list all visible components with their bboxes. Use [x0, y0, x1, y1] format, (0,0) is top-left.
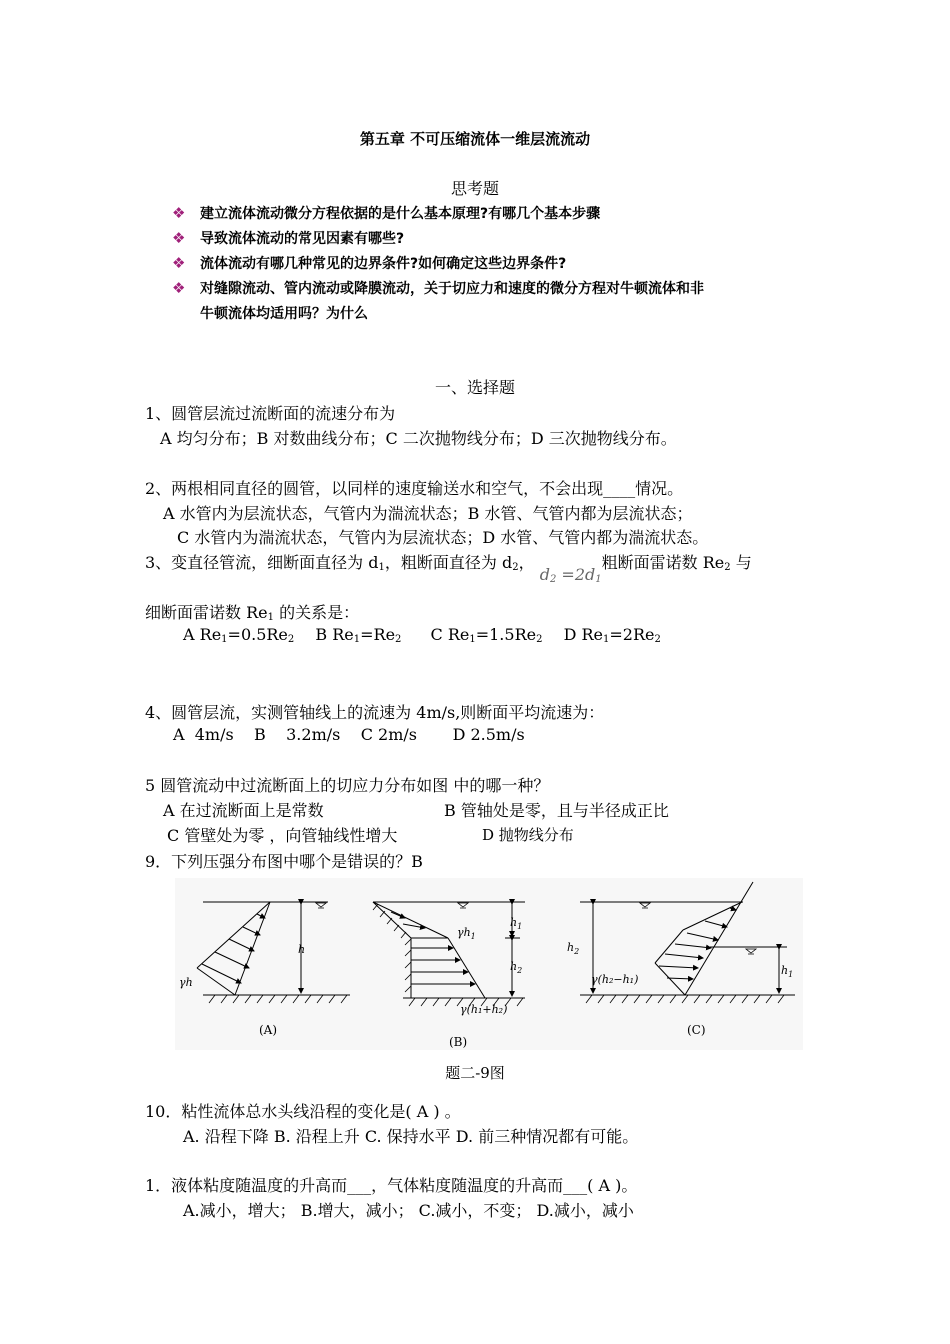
q5-option-b: B 管轴处是零，且与半径成正比 [444, 801, 669, 820]
label-b-gh1: $\gamma h_1$ [457, 926, 476, 941]
chapter-title: 第五章 不可压缩流体一维层流流动 [359, 130, 591, 148]
q9-stem: 9．下列压强分布图中哪个是错误的？B [145, 852, 423, 871]
think-item: ❖ 建立流体流动微分方程依据的是什么基本原理?有哪几个基本步骤 [172, 204, 601, 222]
q3-formula: $d_2 =2d_1$ [539, 565, 602, 585]
label-c-h2: $h_2$ [567, 941, 580, 956]
label-a-gh: γh [179, 976, 193, 989]
q1-stem: 1、圆管层流过流断面的流速分布为 [145, 404, 396, 423]
label-a: (A) [259, 1023, 278, 1037]
label-c-bottom: γ(h₂−h₁) [591, 973, 639, 986]
q2-options-1: A 水管内为层流状态，气管内为湍流状态；B 水管、气管内都为层流状态； [163, 504, 693, 523]
label-c: (C) [687, 1023, 706, 1037]
diamond-bullet-icon: ❖ [172, 254, 186, 272]
think-item: ❖ 导致流体流动的常见因素有哪些? [172, 229, 405, 247]
diagram-b [373, 902, 525, 1006]
q4-stem: 4、圆管层流，实测管轴线上的流速为 4m/s,则断面平均流速为： [145, 703, 605, 722]
label-c-h1: $h_1$ [781, 964, 794, 979]
think-item: ❖ 对缝隙流动、管内流动或降膜流动，关于切应力和速度的微分方程对牛顿流体和非 [172, 279, 704, 297]
diagram-a [197, 902, 350, 1003]
diamond-bullet-icon: ❖ [172, 229, 186, 247]
pressure-distribution-figure [175, 878, 803, 1050]
label-b-bottom: γ(h₁+h₂) [460, 1003, 508, 1016]
q10-options: A. 沿程下降 B. 沿程上升 C. 保持水平 D. 前三种情况都有可能。 [183, 1127, 639, 1146]
q3-stem: 3、变直径管流，细断面直径为 $d_1$，粗断面直径为 $d_2$， $d_2 =2d_1$粗断面雷诺数 $Re_2$ 与 [145, 553, 752, 585]
q5-option-d: D 抛物线分布 [482, 826, 574, 844]
figure-caption: 题二-9图 [445, 1064, 505, 1082]
label-a-h: h [298, 943, 306, 956]
section-heading: 一、选择题 [434, 378, 515, 397]
q5-stem: 5 圆管流动中过流断面上的切应力分布如图 中的哪一种？ [145, 776, 550, 795]
label-b-h2: $h_2$ [510, 960, 523, 975]
think-item: ❖ 流体流动有哪几种常见的边界条件?如何确定这些边界条件? [172, 254, 567, 272]
q3-stem-2: 细断面雷诺数 $Re_1$ 的关系是： [145, 603, 360, 623]
q1-options: A 均匀分布；B 对数曲线分布；C 二次抛物线分布；D 三次抛物线分布。 [160, 429, 677, 448]
diamond-bullet-icon: ❖ [172, 279, 186, 297]
q4-options: A 4m/s B 3.2m/s C 2m/s D 2.5m/s [173, 725, 525, 744]
label-b-h1: $h_1$ [510, 916, 523, 931]
diamond-bullet-icon: ❖ [172, 204, 186, 222]
think-heading: 思考题 [450, 179, 499, 198]
q2-options-2: C 水管内为湍流状态，气管内为层流状态；D 水管、气管内都为湍流状态。 [177, 528, 709, 547]
q3-options: A $Re_1=0.5Re_2$ B $Re_1=Re_2$ C $Re_1=1.5Re_2$ D $Re_1=2Re_2$ [183, 625, 661, 645]
q5-option-c: C 管壁处为零 ，向管轴线性增大 [167, 826, 398, 845]
label-b: (B) [449, 1035, 468, 1049]
q11-stem: 1．液体粘度随温度的升高而___，气体粘度随温度的升高而___( A )。 [145, 1176, 638, 1195]
q5-option-a: A 在过流断面上是常数 [163, 801, 324, 820]
q10-stem: 10．粘性流体总水头线沿程的变化是( A ) 。 [145, 1102, 461, 1121]
q11-options: A.减小，增大； B.增大，减小； C.减小，不变； D.减小，减小 [183, 1201, 634, 1220]
q2-stem: 2、两根相同直径的圆管，以同样的速度输送水和空气，不会出现____情况。 [145, 479, 684, 498]
think-item-continued: 牛顿流体均适用吗？为什么 [200, 306, 368, 322]
